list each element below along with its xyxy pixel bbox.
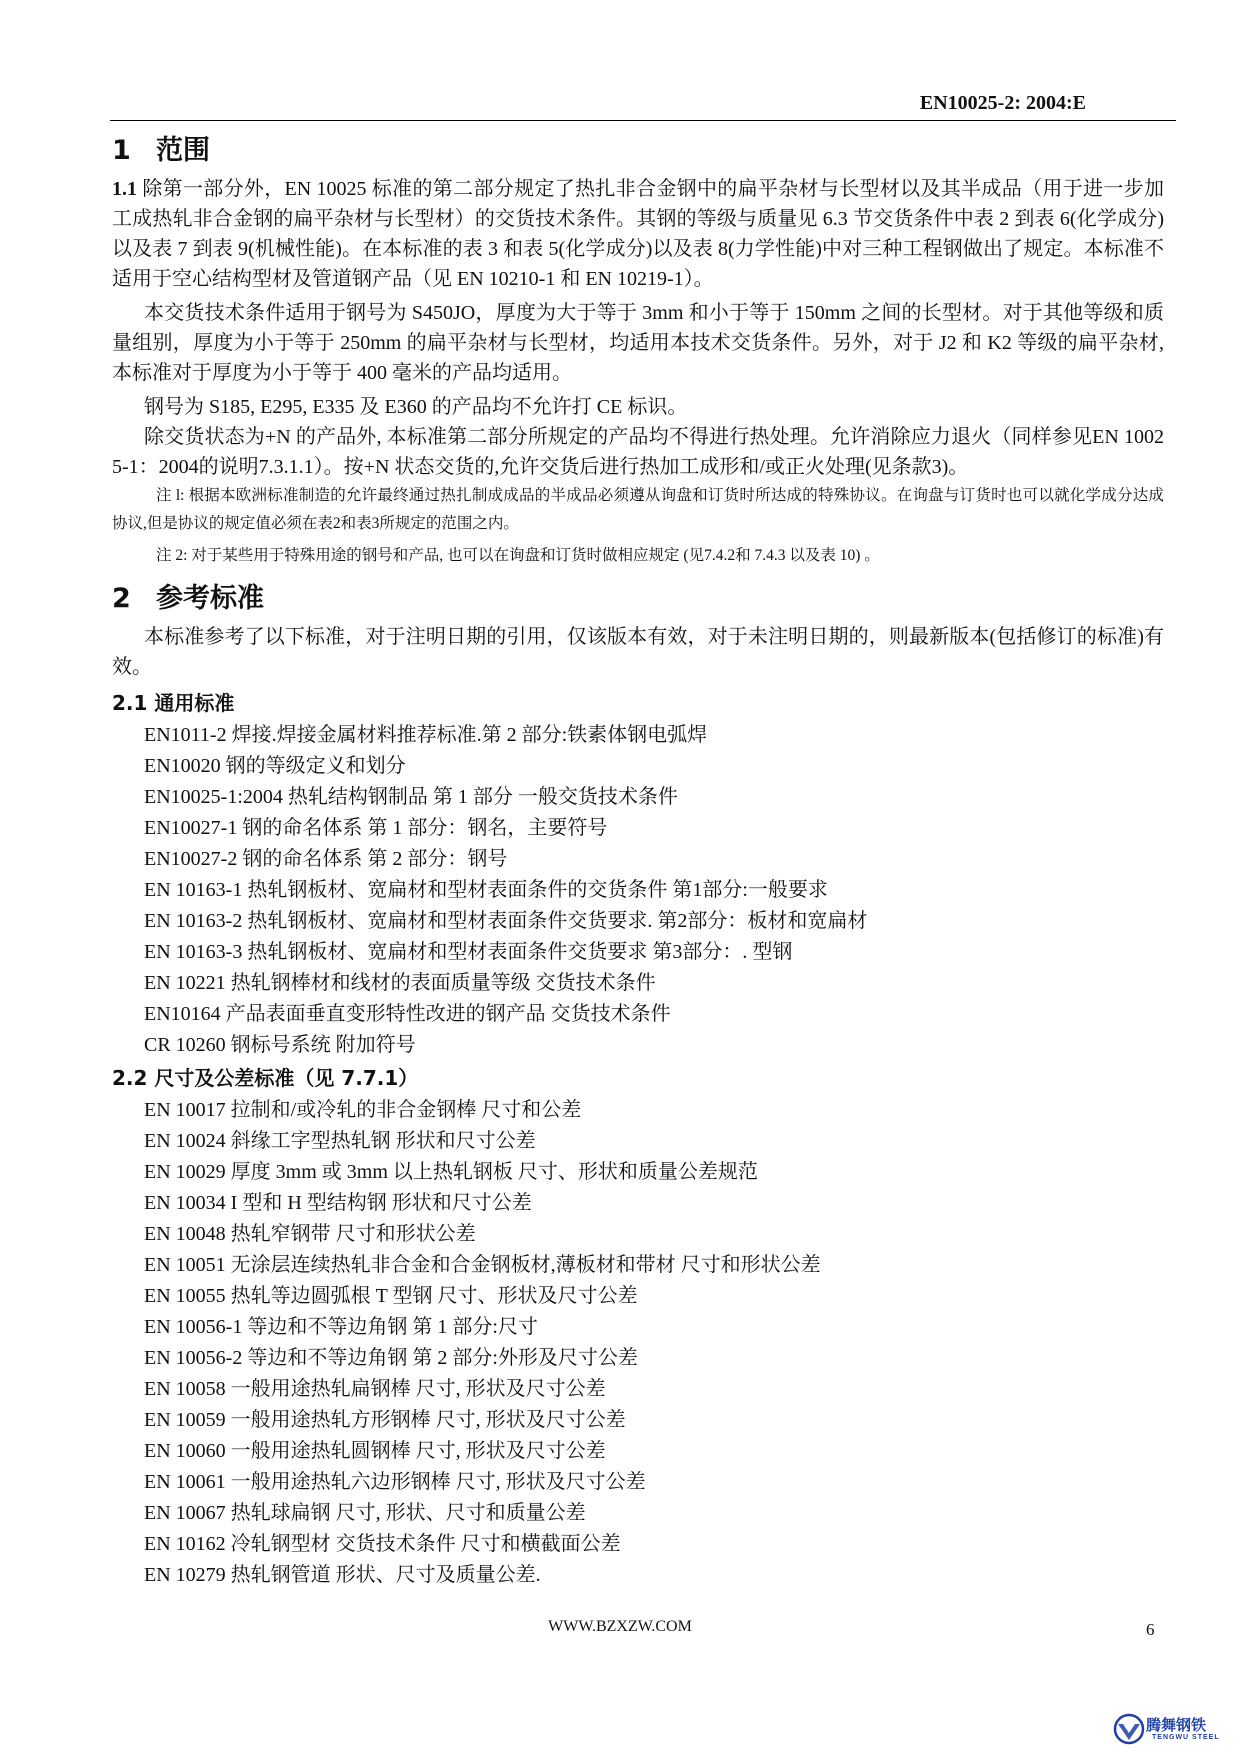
list-item: EN 10017 拉制和/或冷轧的非合金钢棒 尺寸和公差 (144, 1099, 582, 1121)
watermark-text-cn: 腾舞钢铁 (1146, 1716, 1207, 1734)
list-item: EN 10061 一般用途热轧六边形钢棒 尺寸, 形状及尺寸公差 (144, 1471, 646, 1493)
paragraph-ce-marking: 钢号为 S185, E295, E335 及 E360 的产品均不允许打 CE 标识。 (144, 396, 688, 418)
list-item: EN 10029 厚度 3mm 或 3mm 以上热轧钢板 尺寸、形状和质量公差规范 (144, 1161, 758, 1183)
paragraph-scope-thickness: 本交货技术条件适用于钢号为 S450JO，厚度为大于等于 3mm 和小于等于 150mm 之间的长型材。对于其他等级和质量组别，厚度为小于等于 250mm 的扁平杂材与长型材，均适用本技术交货条件。另外，对于 J2 和 K2 等级的扁平杂材,本标准对于厚度为小于等于 400 毫米的产品均适用。 (112, 302, 1164, 384)
list-item: EN 10163-2 热轧钢板材、宽扁材和型材表面条件交货要求. 第2部分：板材和宽扁材 (144, 910, 868, 932)
footer-url: WWW.BZXZW.COM (548, 1618, 692, 1635)
general-standards-list (112, 720, 1164, 1061)
note-1: 注 l: 根据本欧洲标准制造的允许最终通过热扎制成成品的半成品必须遵从询盘和订货时所达成的特殊协议。在询盘与订货时也可以就化学成分达成协议,但是协议的规定值必须在表2和表3所规定的范围之内。 (112, 487, 1164, 532)
list-item: EN 10221 热轧钢棒材和线材的表面质量等级 交货技术条件 (144, 972, 656, 994)
list-item: EN10164 产品表面垂直变形特性改进的钢产品 交货技术条件 (144, 1003, 671, 1025)
standard-code: EN10025-2: 2004:E (919, 92, 1086, 114)
list-item: EN 10059 一般用途热轧方形钢棒 尺寸, 形状及尺寸公差 (144, 1409, 626, 1431)
page-number: 6 (1146, 1620, 1155, 1639)
list-item: EN 10163-3 热轧钢板材、宽扁材和型材表面条件交货要求 第3部分：. 型钢 (144, 941, 793, 963)
list-item: EN 10163-1 热轧钢板材、宽扁材和型材表面条件的交货条件 第1部分:一般要求 (144, 879, 828, 901)
list-item: EN 10034 I 型和 H 型结构钢 形状和尺寸公差 (144, 1192, 532, 1214)
section-title: 参考标准 (156, 583, 264, 614)
list-item: EN10020 钢的等级定义和划分 (144, 755, 406, 777)
list-item: EN 10060 一般用途热轧圆钢棒 尺寸, 形状及尺寸公差 (144, 1440, 606, 1462)
paragraph-heat-treatment: 除交货状态为+N 的产品外, 本标准第二部分所规定的产品均不得进行热处理。允许消除应力退火（同样参见EN 10025-1：2004的说明7.3.1.1）。按+N 状态交货的,允许交货后进行热加工成形和/或正火处理(见条款3)。 (112, 426, 1164, 478)
section-number: 1 (112, 135, 131, 166)
list-item: EN10027-2 钢的命名体系 第 2 部分：钢号 (144, 848, 508, 870)
list-item: EN 10056-1 等边和不等边角钢 第 1 部分:尺寸 (144, 1316, 538, 1338)
list-item: EN 10056-2 等边和不等边角钢 第 2 部分:外形及尺寸公差 (144, 1347, 638, 1369)
list-item: EN1011-2 焊接.焊接金属材料推荐标准.第 2 部分:铁素体钢电弧焊 (144, 724, 708, 746)
list-item: EN 10058 一般用途热轧扁钢棒 尺寸, 形状及尺寸公差 (144, 1378, 606, 1400)
document-body (112, 128, 1164, 1591)
dimension-standards-list (112, 1095, 1164, 1591)
list-item: EN 10279 热轧钢管道 形状、尺寸及质量公差. (144, 1564, 541, 1586)
watermark-logo (1112, 1712, 1230, 1748)
list-item: CR 10260 钢标号系统 附加符号 (144, 1034, 416, 1056)
list-item: EN10027-1 钢的命名体系 第 1 部分：钢名，主要符号 (144, 817, 608, 839)
paragraph-1-1 (112, 174, 1164, 294)
watermark-emblem-icon (1112, 1712, 1146, 1746)
section-1-heading (112, 128, 1164, 174)
list-item: EN10025-1:2004 热轧结构钢制品 第 1 部分 一般交货技术条件 (144, 786, 678, 808)
subsection-2-1-heading: 2.1 通用标准 (112, 691, 235, 715)
section-number: 2 (112, 583, 131, 614)
subsection-2-2-heading: 2.2 尺寸及公差标准（见 7.7.1） (112, 1066, 419, 1090)
paragraph-references-intro: 本标准参考了以下标准，对于注明日期的引用，仅该版本有效，对于未注明日期的，则最新版本(包括修订的标准)有效。 (112, 626, 1164, 678)
paragraph-text: 除第一部分外，EN 10025 标准的第二部分规定了热扎非合金钢中的扁平杂材与长型材以及其半成品（用于进一步加工成热轧非合金钢的扁平杂材与长型材）的交货技术条件。其钢的等级与质量见 6.3 节交货条件中表 2 到表 6(化学成分)以及表 7 到表 9(机械性能)。在本标准的表 3 和表 5(化学成分)以及表 8(力学性能)中对三种工程钢做出了规定。本标准不适用于空心结构型材及管道钢产品（见 EN 10210-1 和 EN 10219-1）。 (112, 178, 1164, 290)
list-item: EN 10048 热轧窄钢带 尺寸和形状公差 (144, 1223, 476, 1245)
list-item: EN 10162 冷轧钢型材 交货技术条件 尺寸和横截面公差 (144, 1533, 621, 1555)
list-item: EN 10067 热轧球扁钢 尺寸, 形状、尺寸和质量公差 (144, 1502, 586, 1524)
page-header (110, 92, 1176, 121)
clause-number: 1.1 (112, 178, 137, 200)
list-item: EN 10024 斜缘工字型热轧钢 形状和尺寸公差 (144, 1130, 536, 1152)
section-title: 范围 (156, 135, 210, 166)
section-2-heading (112, 576, 1164, 622)
note-2: 注 2: 对于某些用于特殊用途的钢号和产品, 也可以在询盘和订货时做相应规定 (见7.4.2和 7.4.3 以及表 10) 。 (156, 547, 880, 564)
list-item: EN 10055 热轧等边圆弧根 T 型钢 尺寸、形状及尺寸公差 (144, 1285, 638, 1307)
watermark-text-en: TENGWU STEEL (1152, 1734, 1220, 1741)
list-item: EN 10051 无涂层连续热轧非合金和合金钢板材,薄板材和带材 尺寸和形状公差 (144, 1254, 821, 1276)
